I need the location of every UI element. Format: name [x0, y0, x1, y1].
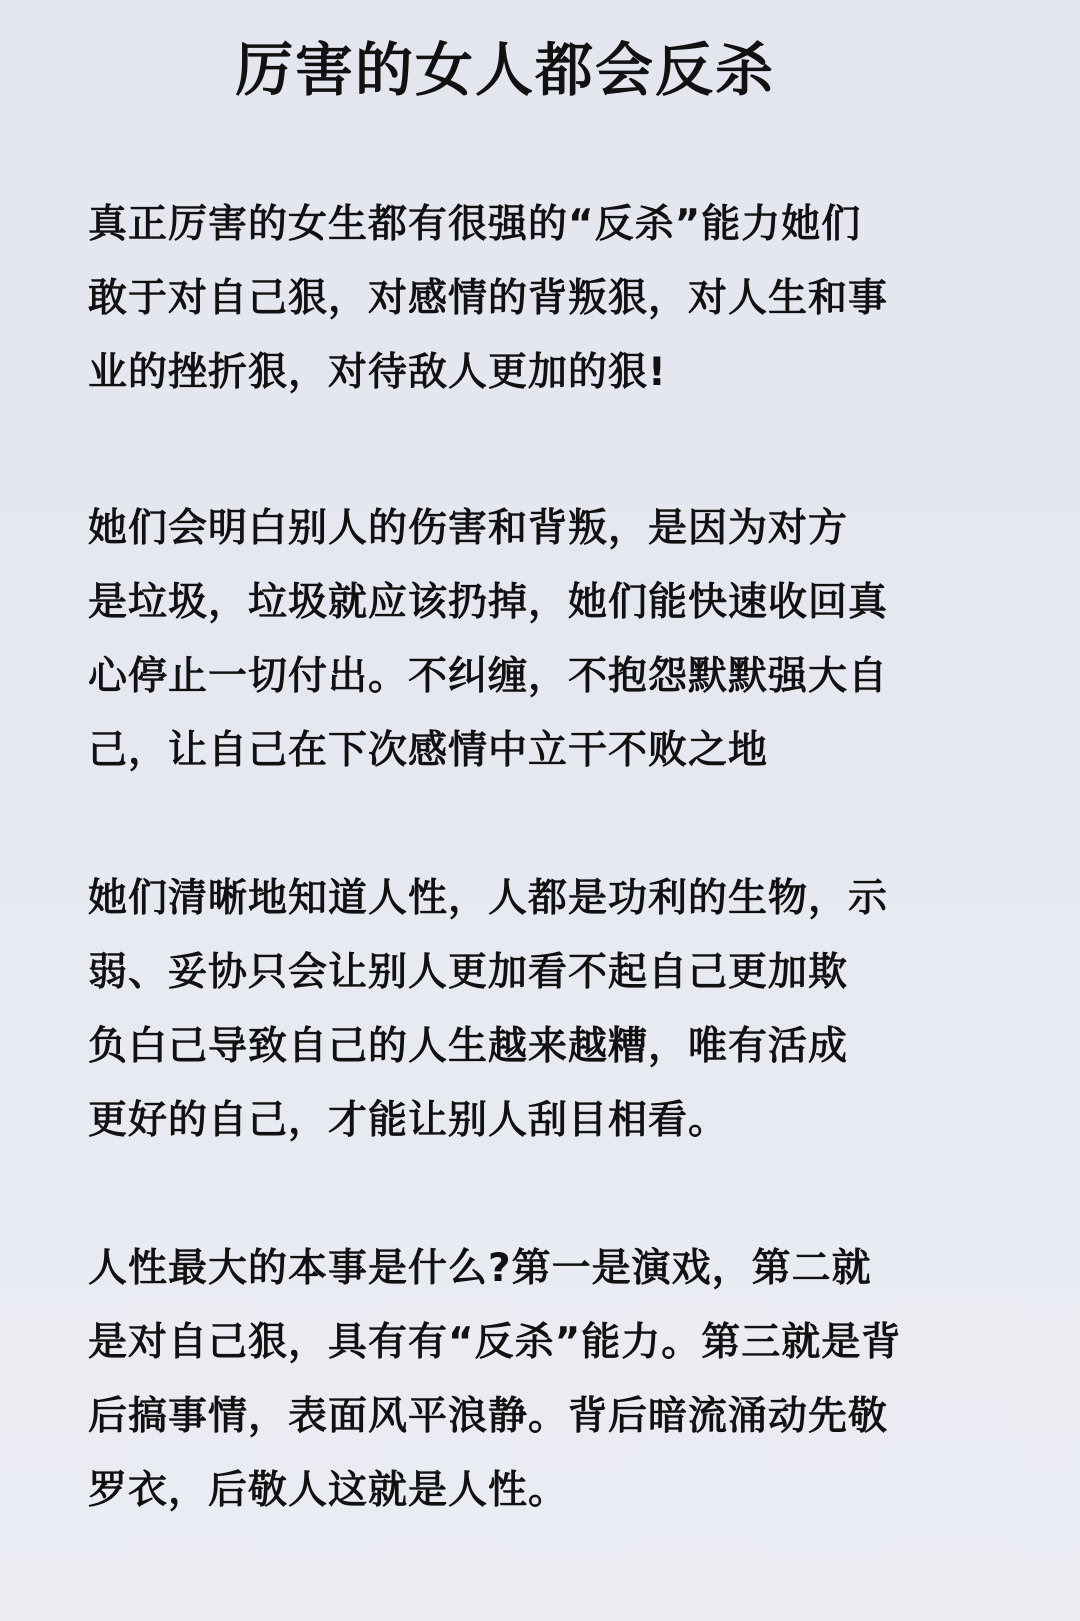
paragraph-1	[88, 188, 1008, 410]
paragraph-line: 她们清晰地知道人性，人都是功利的生物，示	[88, 876, 889, 921]
paragraph-line: 罗衣，后敬人这就是人性。	[88, 1468, 569, 1513]
page-title: 厉害的女人都会反杀	[234, 36, 775, 104]
paragraph-line: 心停止一切付出。不纠缠，不抱怨默默强大自	[88, 654, 889, 699]
paragraph-line: 更好的自己，才能让别人刮目相看。	[88, 1098, 729, 1143]
paragraph-line: 她们会明白别人的伤害和背叛，是因为对方	[88, 506, 849, 551]
paragraph-line: 己，让自己在下次感情中立干不败之地	[88, 728, 769, 773]
paragraph-line: 负白己导致自己的人生越来越糟，唯有活成	[88, 1024, 849, 1069]
paragraph-line: 弱、妥协只会让别人更加看不起自己更加欺	[88, 950, 849, 995]
paragraph-2	[88, 492, 1008, 788]
paragraph-line: 业的挫折狠，对待敌人更加的狠!	[88, 350, 667, 395]
paragraph-line: 是垃圾，垃圾就应该扔掉，她们能快速收回真	[88, 580, 889, 625]
paragraph-4	[88, 1232, 1008, 1528]
paragraph-line: 是对自己狠，具有有“反杀”能力。第三就是背	[88, 1320, 902, 1365]
paragraph-line: 真正厉害的女生都有很强的“反杀”能力她们	[88, 202, 862, 247]
paragraph-line: 敢于对自己狠，对感情的背叛狠，对人生和事	[88, 276, 889, 321]
paragraph-line: 后搞事情，表面风平浪静。背后暗流涌动先敬	[88, 1394, 889, 1439]
paragraph-3	[88, 862, 1008, 1158]
watermark-icon	[1054, 1605, 1072, 1615]
paragraph-line: 人性最大的本事是什么?第一是演戏，第二就	[88, 1246, 872, 1291]
